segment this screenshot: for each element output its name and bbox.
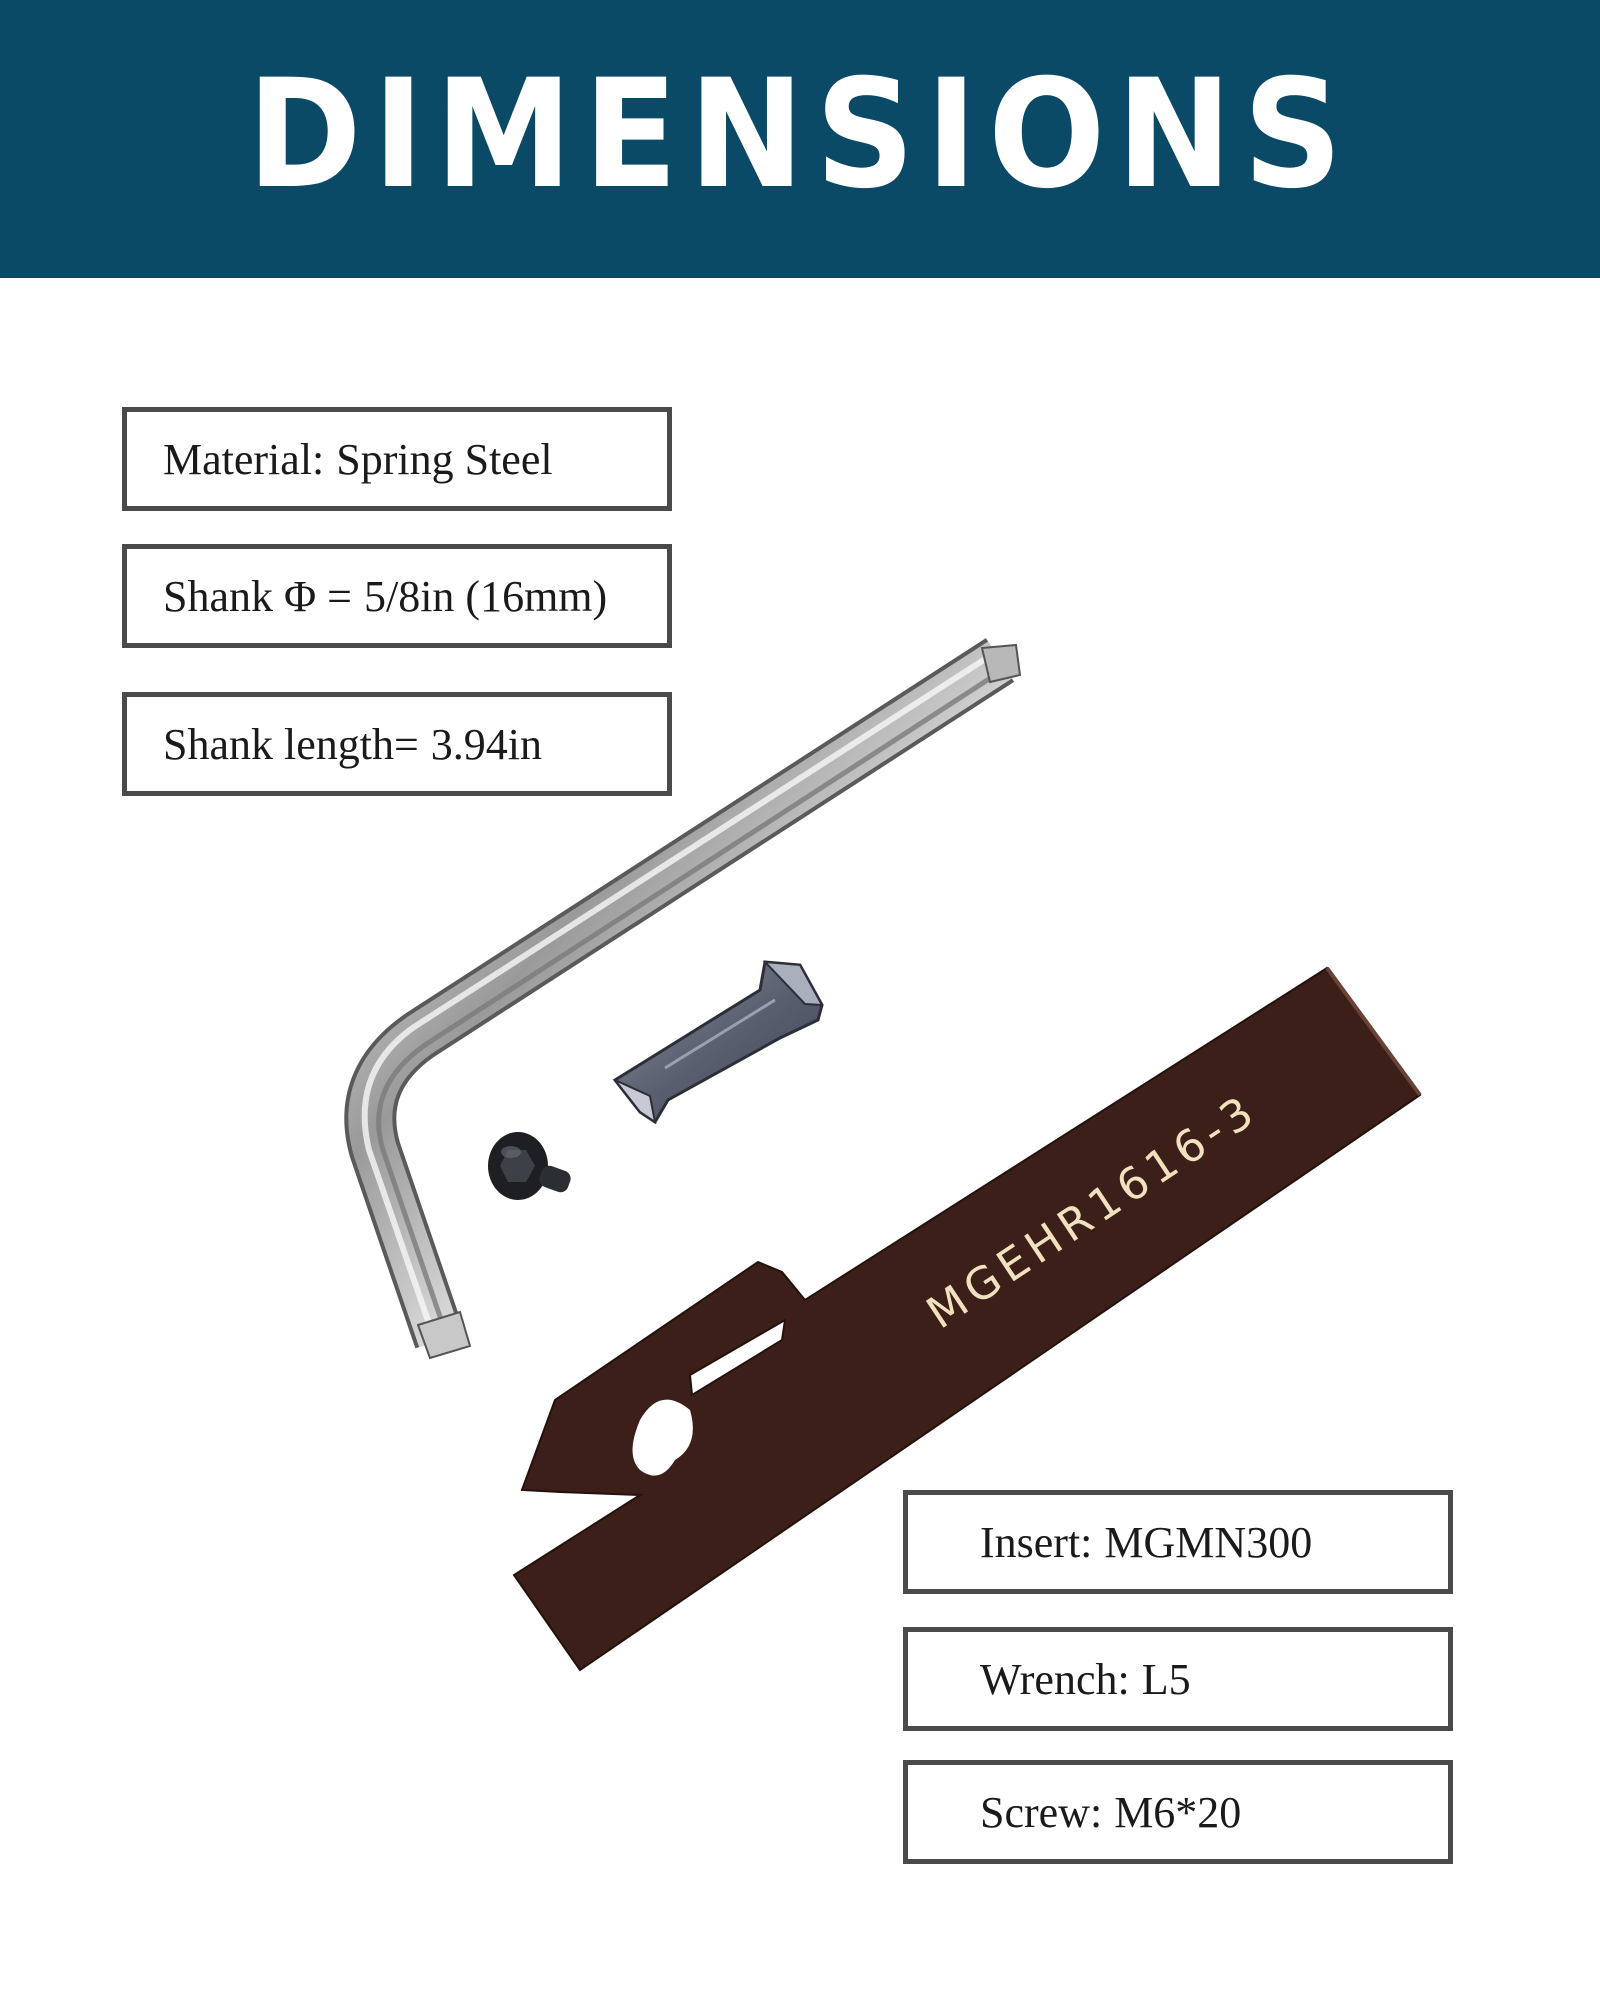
spec-label-shank-length: Shank length= xyxy=(163,719,419,769)
spec-value-shank-length: 3.94in xyxy=(430,719,543,769)
spec-value-wrench: L5 xyxy=(1141,1654,1191,1704)
clamp-screw-icon xyxy=(488,1132,573,1200)
spec-label-wrench: Wrench: xyxy=(980,1654,1130,1704)
spec-label-shank-diameter: Shank Φ = xyxy=(163,571,352,621)
spec-box-insert xyxy=(903,1490,1453,1594)
page-title: DIMENSIONS xyxy=(246,48,1354,222)
spec-box-screw xyxy=(903,1760,1453,1864)
spec-label-screw: Screw: xyxy=(980,1787,1103,1837)
spec-value-material: Spring Steel xyxy=(336,434,553,484)
spec-value-insert: MGMN300 xyxy=(1104,1517,1313,1567)
spec-value-shank-diameter: 5/8in (16mm) xyxy=(363,571,608,621)
spec-label-material: Material: xyxy=(163,434,325,484)
spec-box-wrench xyxy=(903,1627,1453,1731)
holder-engraving: MGEHR1616-3 xyxy=(917,1083,1268,1340)
spec-label-insert: Insert: xyxy=(980,1517,1093,1567)
spec-value-screw: M6*20 xyxy=(1114,1787,1242,1837)
grooving-insert-icon xyxy=(615,962,822,1122)
